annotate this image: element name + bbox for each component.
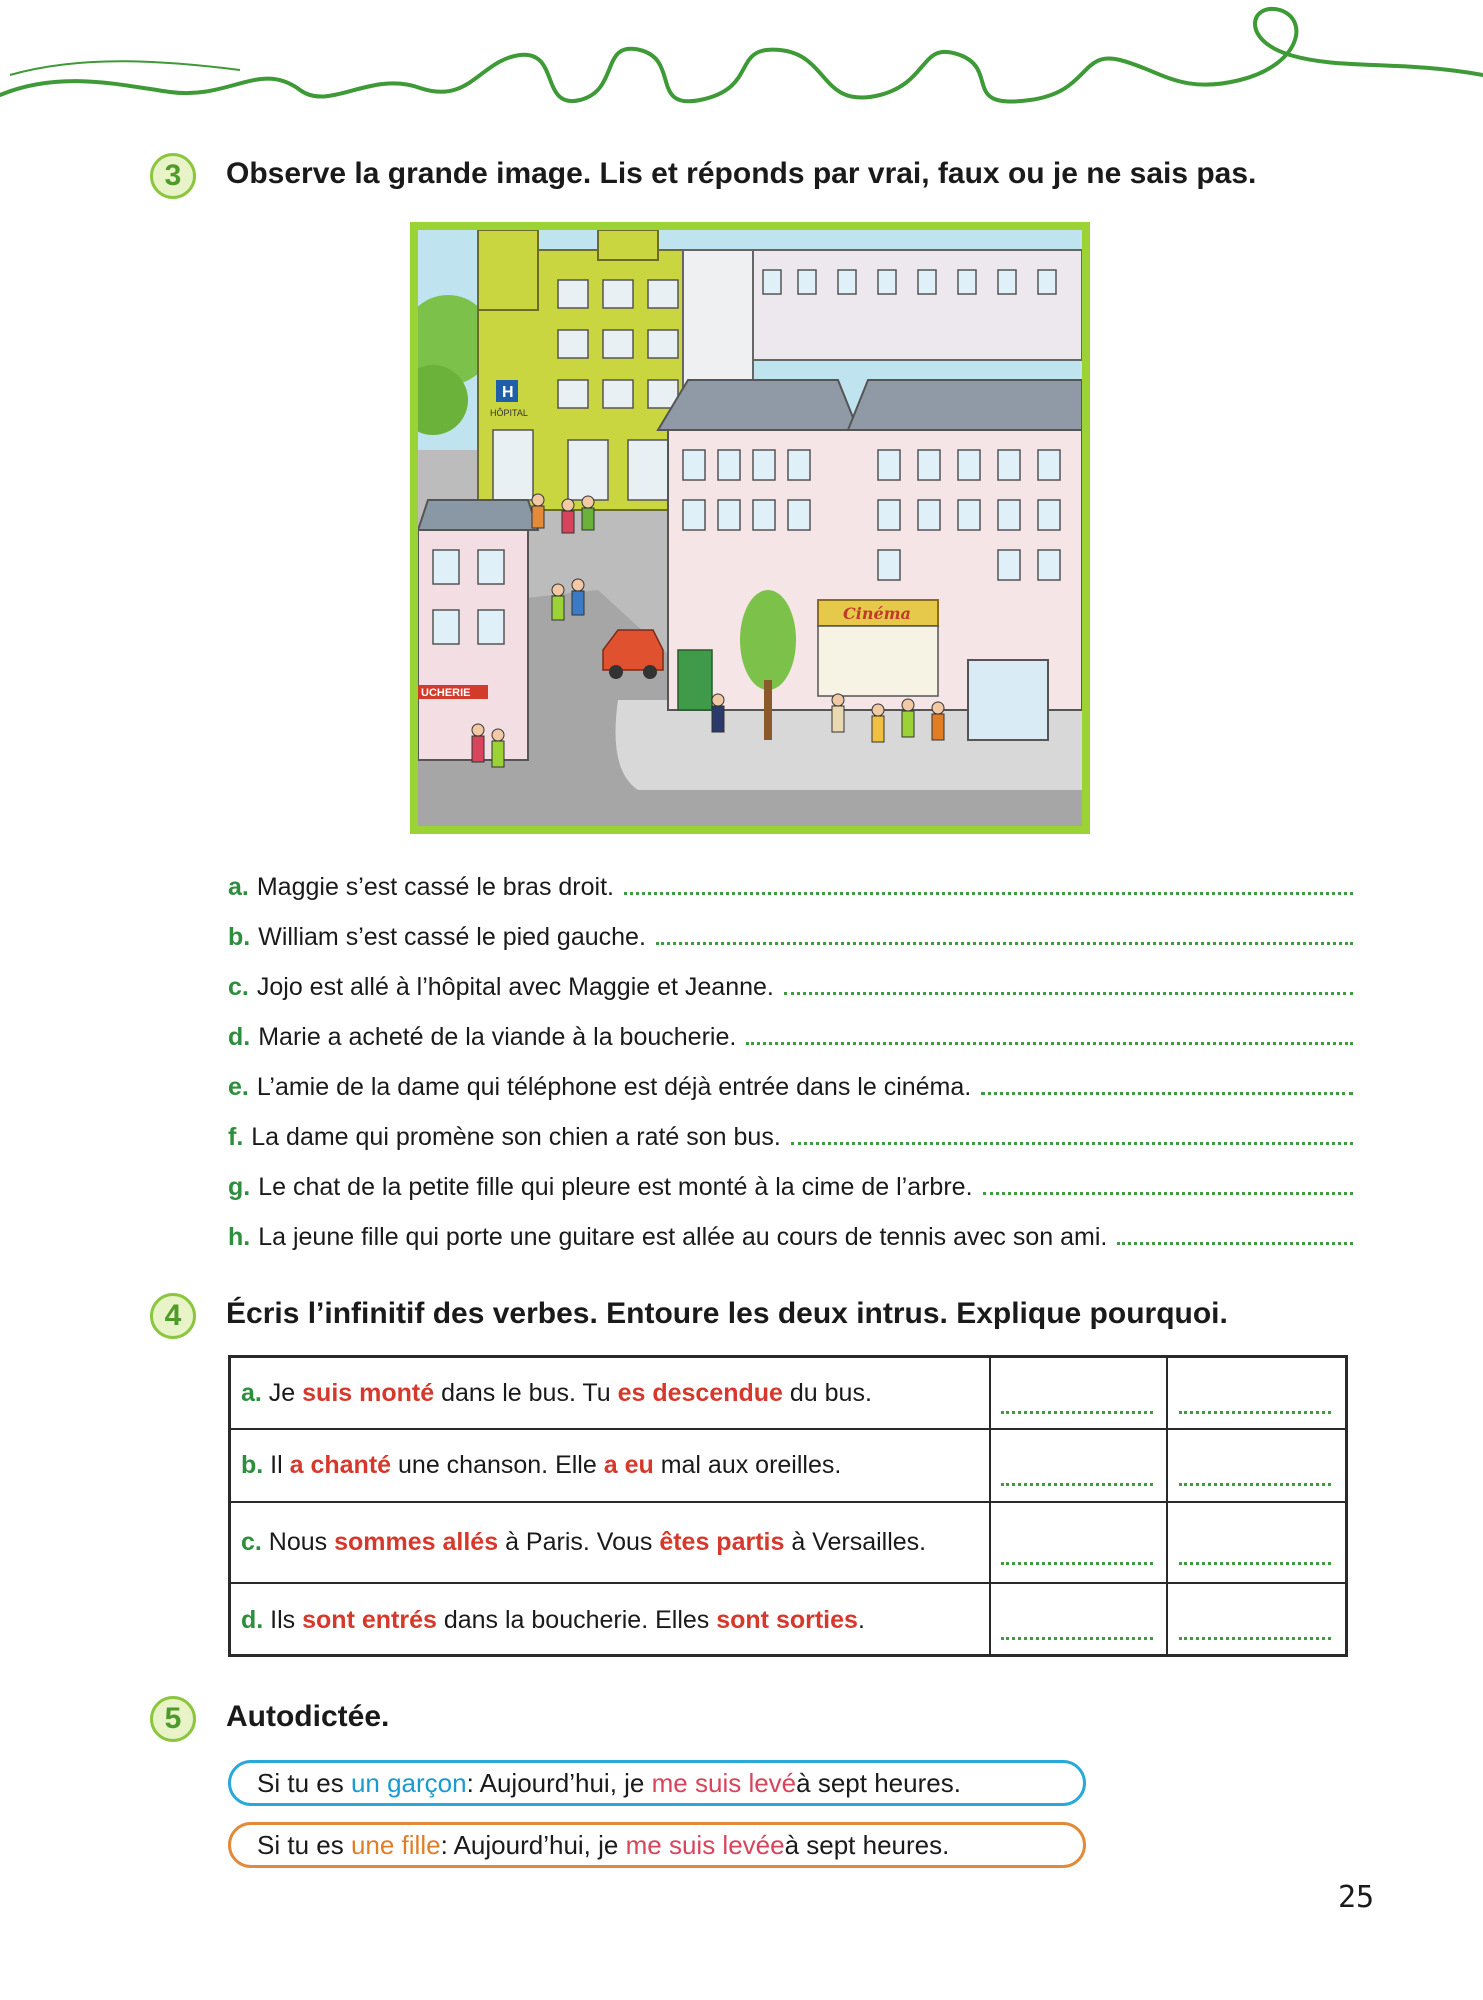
infinitive-answer-1[interactable] — [1001, 1482, 1153, 1486]
answer-line[interactable] — [981, 1091, 1353, 1095]
answer-line[interactable] — [983, 1191, 1353, 1195]
text-part: Nous — [261, 1528, 335, 1556]
hospital-sign: HÔPITAL — [490, 408, 528, 418]
text-part: à sept heures. — [796, 1767, 961, 1798]
answer-line[interactable] — [746, 1041, 1353, 1045]
question-line — [228, 912, 1353, 952]
text-part: Si tu es — [257, 1767, 344, 1798]
row-letter: d. — [241, 1605, 264, 1634]
row-letter: c. — [241, 1528, 262, 1556]
text-part: : Aujourd’hui, je — [466, 1767, 645, 1798]
row-sentence — [241, 1606, 865, 1635]
question-text: La dame qui promène son chien a raté son bus. — [251, 1123, 781, 1151]
exercise-5-number: 5 — [150, 1696, 196, 1742]
text-part: une chanson. Elle — [391, 1451, 604, 1479]
infinitive-answer-1[interactable] — [1001, 1636, 1153, 1640]
question-line — [228, 962, 1353, 1002]
question-text: L’amie de la dame qui téléphone est déjà entrée dans le cinéma. — [256, 1073, 972, 1101]
question-line — [228, 1162, 1353, 1202]
question-line — [228, 1012, 1353, 1052]
text-part: à sept heures. — [784, 1829, 950, 1860]
verb-highlight: a chanté — [289, 1451, 392, 1479]
table-row — [231, 1430, 1345, 1501]
verb-highlight: me suis levée — [625, 1829, 785, 1860]
table-row — [231, 1503, 1345, 1582]
question-text: Marie a acheté de la viande à la boucherie. — [258, 1023, 737, 1051]
answer-line[interactable] — [791, 1141, 1353, 1145]
text-part: du bus. — [782, 1378, 872, 1407]
street-scene-drawing — [418, 230, 1082, 826]
exercise-4-title: Écris l’infinitif des verbes. Entoure les deux intrus. Explique pourquoi. — [226, 1297, 1228, 1330]
question-letter: c. — [228, 973, 249, 1001]
verb-highlight: es descendue — [617, 1378, 783, 1407]
question-line — [228, 1212, 1353, 1252]
infinitive-answer-1[interactable] — [1001, 1561, 1153, 1565]
dictation-girl — [228, 1822, 1086, 1868]
text-part: dans la boucherie. Elles — [436, 1605, 717, 1634]
exercise-5-title: Autodictée. — [226, 1700, 390, 1733]
city-street-illustration — [410, 222, 1090, 834]
question-letter: b. — [228, 923, 251, 951]
subject-highlight: une fille — [350, 1829, 441, 1860]
question-text: Le chat de la petite fille qui pleure est monté à la cime de l’arbre. — [258, 1173, 973, 1201]
question-text: Jojo est allé à l’hôpital avec Maggie et Jeanne. — [256, 973, 774, 1001]
row-sentence — [241, 1451, 841, 1480]
table-row — [231, 1358, 1345, 1428]
exercise-4-number: 4 — [150, 1293, 196, 1339]
verb-highlight: suis monté — [302, 1378, 435, 1407]
row-sentence — [241, 1528, 926, 1557]
question-letter: f. — [228, 1123, 244, 1151]
dictation-boy — [228, 1760, 1086, 1806]
question-text: La jeune fille qui porte une guitare est allée au cours de tennis avec son ami. — [258, 1223, 1108, 1251]
text-part: Il — [263, 1451, 290, 1479]
cinema-sign: Cinéma — [843, 604, 911, 623]
hospital-letter: H — [502, 384, 514, 401]
text-part: Je — [261, 1378, 303, 1407]
verb-highlight: sont entrés — [302, 1605, 437, 1634]
verb-highlight: me suis levé — [651, 1767, 797, 1798]
text-part: : Aujourd’hui, je — [440, 1829, 619, 1860]
verb-highlight: sommes allés — [334, 1528, 499, 1556]
exercise-3-number: 3 — [150, 153, 196, 199]
table-row — [231, 1584, 1345, 1656]
decorative-swirl — [0, 0, 1483, 130]
verb-highlight: a eu — [603, 1451, 654, 1479]
question-text: Maggie s’est cassé le bras droit. — [256, 873, 614, 901]
subject-highlight: un garçon — [350, 1767, 467, 1798]
verbs-table — [228, 1355, 1348, 1657]
row-letter: a. — [241, 1378, 262, 1407]
row-sentence — [241, 1379, 872, 1408]
text-part: dans le bus. Tu — [434, 1378, 618, 1407]
exercise-3-title: Observe la grande image. Lis et réponds par vrai, faux ou je ne sais pas. — [226, 157, 1257, 190]
infinitive-answer-2[interactable] — [1179, 1636, 1331, 1640]
text-part: mal aux oreilles. — [653, 1451, 842, 1479]
verb-highlight: êtes partis — [659, 1528, 785, 1556]
page-number: 25 — [1338, 1880, 1375, 1915]
answer-line[interactable] — [784, 991, 1353, 995]
text-part: Ils — [263, 1605, 303, 1634]
infinitive-answer-1[interactable] — [1001, 1410, 1153, 1414]
question-letter: h. — [228, 1223, 251, 1251]
row-letter: b. — [241, 1451, 264, 1479]
question-line — [228, 862, 1353, 902]
question-letter: e. — [228, 1073, 249, 1101]
question-text: William s’est cassé le pied gauche. — [258, 923, 646, 951]
verb-highlight: sont sorties — [716, 1605, 858, 1634]
question-line — [228, 1112, 1353, 1152]
text-part: Si tu es — [257, 1829, 344, 1860]
question-letter: d. — [228, 1023, 251, 1051]
text-part: . — [857, 1605, 865, 1634]
question-letter: a. — [228, 873, 249, 901]
answer-line[interactable] — [656, 941, 1353, 945]
infinitive-answer-2[interactable] — [1179, 1482, 1331, 1486]
butcher-sign: UCHERIE — [421, 687, 471, 699]
infinitive-answer-2[interactable] — [1179, 1410, 1331, 1414]
answer-line[interactable] — [624, 891, 1353, 895]
infinitive-answer-2[interactable] — [1179, 1561, 1331, 1565]
question-letter: g. — [228, 1173, 251, 1201]
question-line — [228, 1062, 1353, 1102]
text-part: à Versailles. — [784, 1528, 927, 1556]
answer-line[interactable] — [1117, 1241, 1353, 1245]
text-part: à Paris. Vous — [498, 1528, 660, 1556]
